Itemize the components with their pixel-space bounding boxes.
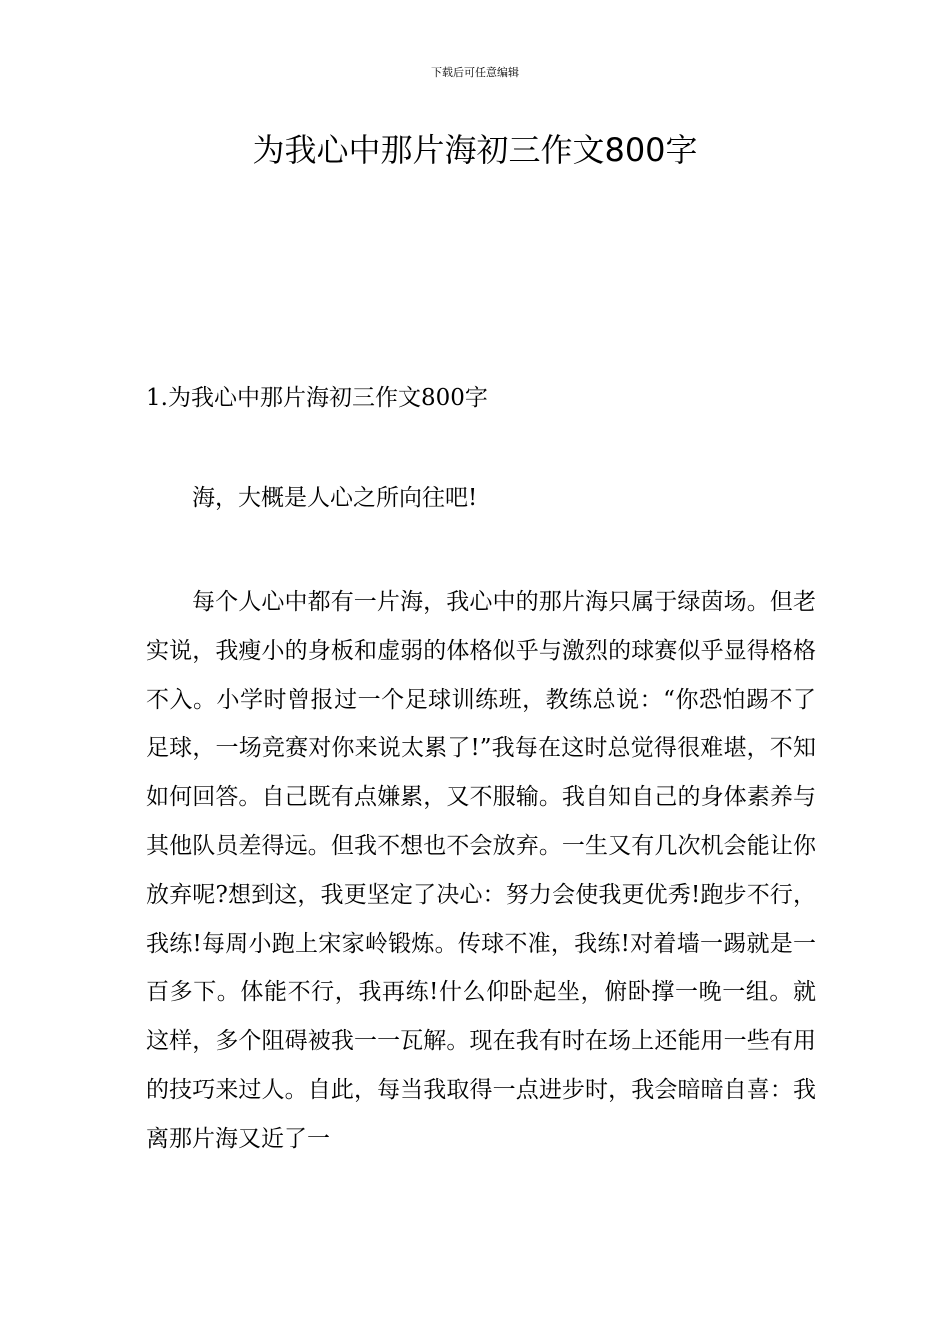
header-note: 下载后可任意编辑 — [431, 66, 519, 79]
paragraph-body: 每个人心中都有一片海，我心中的那片海只属于绿茵场。但老实说，我瘦小的身板和虚弱的体格似乎与激烈的球赛似乎显得格格不入。小学时曾报过一个足球训练班，教练总说：“你恐怕踢不了足球，一场竞赛对你来说太累了!”我每在这时总觉得很难堪，不知如何回答。自己既有点嫌累，又不服输。我自知自己的身体素养与其他队员差得远。但我不想也不会放弃。一生又有几次机会能让你放弃呢?想到这，我更坚定了决心：努力会使我更优秀!跑步不行，我练!每周小跑上宋家岭锻炼。传球不准，我练!对着墙一踢就是一百多下。体能不行，我再练!什么仰卧起坐，俯卧撑一晚一组。就这样，多个阻碍被我一一瓦解。现在我有时在场上还能用一些有用的技巧来过人。自此，每当我取得一点进步时，我会暗暗自喜：我离那片海又近了一 — [146, 589, 816, 1152]
paragraph-intro: 海，大概是人心之所向往吧! — [192, 485, 478, 511]
document-title: 为我心中那片海初三作文800字 — [252, 131, 698, 169]
section-heading: 1.为我心中那片海初三作文800字 — [146, 385, 488, 411]
